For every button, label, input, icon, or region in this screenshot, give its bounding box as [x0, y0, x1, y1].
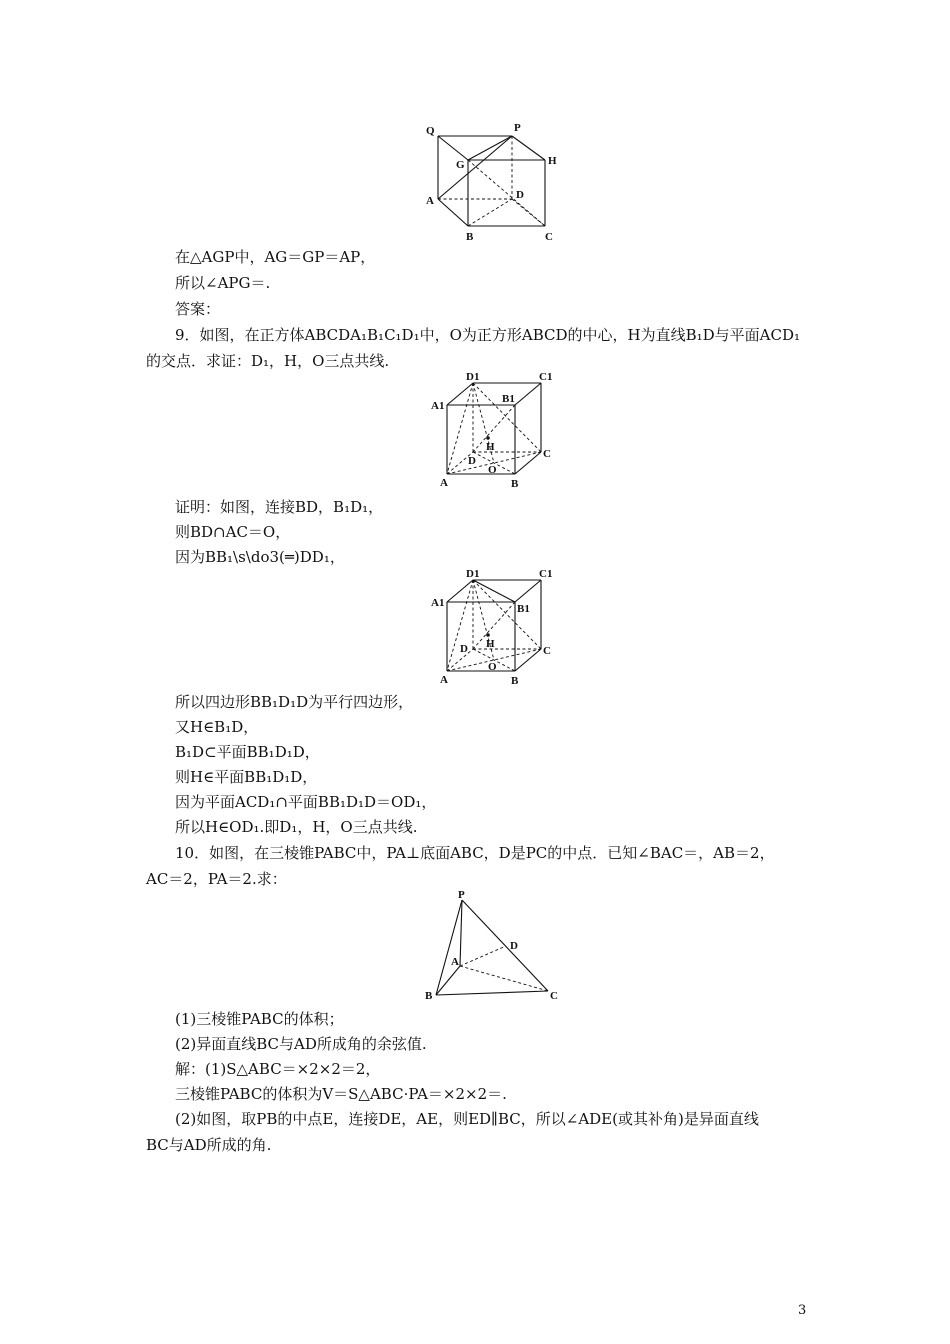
label-D1: D1 — [466, 371, 480, 383]
label-P: P — [514, 122, 521, 134]
label-A1: A1 — [431, 400, 445, 412]
label-H: H — [486, 441, 495, 453]
proof-line: B₁D⊂平面BB₁D₁D， — [175, 743, 320, 761]
label-D: D — [516, 189, 524, 201]
label-B: B — [511, 675, 519, 687]
label-A: A — [440, 477, 448, 489]
proof-line: 因为BB₁\s\do3(═)DD₁， — [175, 548, 345, 566]
proof-line: 所以H∈OD₁.即D₁，H，O三点共线. — [175, 818, 418, 836]
label-C: C — [543, 645, 551, 657]
label-G: G — [456, 159, 465, 171]
proof-line: 证明：如图，连接BD，B₁D₁， — [175, 498, 384, 516]
label-D: D — [510, 940, 518, 952]
solution-line: 解：(1)S△ABC＝×2×2＝2， — [175, 1060, 381, 1078]
label-Q: Q — [426, 125, 435, 137]
text-line: 所以∠APG＝. — [175, 274, 271, 292]
solution-line: 三棱锥PABC的体积为V＝S△ABC·PA＝×2×2＝. — [175, 1085, 507, 1103]
label-P: P — [458, 889, 465, 901]
label-H: H — [486, 638, 495, 650]
page-number: 3 — [798, 1303, 807, 1318]
solution-line: BC与AD所成的角. — [146, 1136, 272, 1154]
proof-line: 所以四边形BB₁D₁D为平行四边形， — [175, 693, 414, 711]
label-D1: D1 — [466, 568, 480, 580]
question-10-line-1: 10．如图，在三棱锥PABC中，PA⊥底面ABC，D是PC的中点．已知∠BAC＝，AB＝2， — [175, 844, 775, 862]
label-H: H — [548, 155, 557, 167]
label-D: D — [460, 643, 468, 655]
label-C: C — [550, 990, 558, 1002]
question-10-line-2: AC＝2，PA＝2.求： — [146, 870, 287, 888]
proof-line: 则H∈平面BB₁D₁D， — [175, 768, 318, 786]
solution-line: (2)如图，取PB的中点E，连接DE，AE，则ED∥BC，所以∠ADE(或其补角)是异面直线 — [175, 1110, 759, 1128]
figure-cube-agp — [420, 118, 560, 246]
figure-pyramid-pabc — [420, 888, 570, 1008]
text-line: 在△AGP中，AG＝GP＝AP， — [175, 248, 376, 266]
text-line: 答案： — [175, 300, 221, 318]
proof-line: 因为平面ACD₁∩平面BB₁D₁D＝OD₁， — [175, 793, 437, 811]
label-A: A — [451, 956, 459, 968]
label-B: B — [466, 231, 474, 243]
label-B1: B1 — [517, 603, 530, 615]
label-B: B — [511, 478, 519, 490]
question-10-part: (2)异面直线BC与AD所成角的余弦值. — [175, 1035, 427, 1053]
label-D: D — [468, 455, 476, 467]
label-C1: C1 — [539, 568, 553, 580]
question-10-part: (1)三棱锥PABC的体积； — [175, 1010, 344, 1028]
label-A1: A1 — [431, 597, 445, 609]
proof-line: 则BD∩AC＝O， — [175, 523, 291, 541]
proof-line: 又H∈B₁D， — [175, 718, 259, 736]
label-B: B — [425, 990, 433, 1002]
figure-cube-h-o — [428, 371, 558, 491]
label-B1: B1 — [502, 393, 515, 405]
label-A: A — [440, 674, 448, 686]
figure-cube-parallelogram — [428, 568, 558, 688]
label-O: O — [488, 464, 497, 476]
label-C: C — [543, 448, 551, 460]
label-O: O — [488, 661, 497, 673]
question-9-line-1: 9．如图，在正方体ABCDA₁B₁C₁D₁中，O为正方形ABCD的中心，H为直线B₁D与平面ACD₁ — [175, 326, 801, 344]
label-A: A — [426, 195, 434, 207]
label-C1: C1 — [539, 371, 553, 383]
label-C: C — [545, 231, 553, 243]
question-9-line-2: 的交点．求证：D₁，H，O三点共线. — [146, 352, 390, 370]
